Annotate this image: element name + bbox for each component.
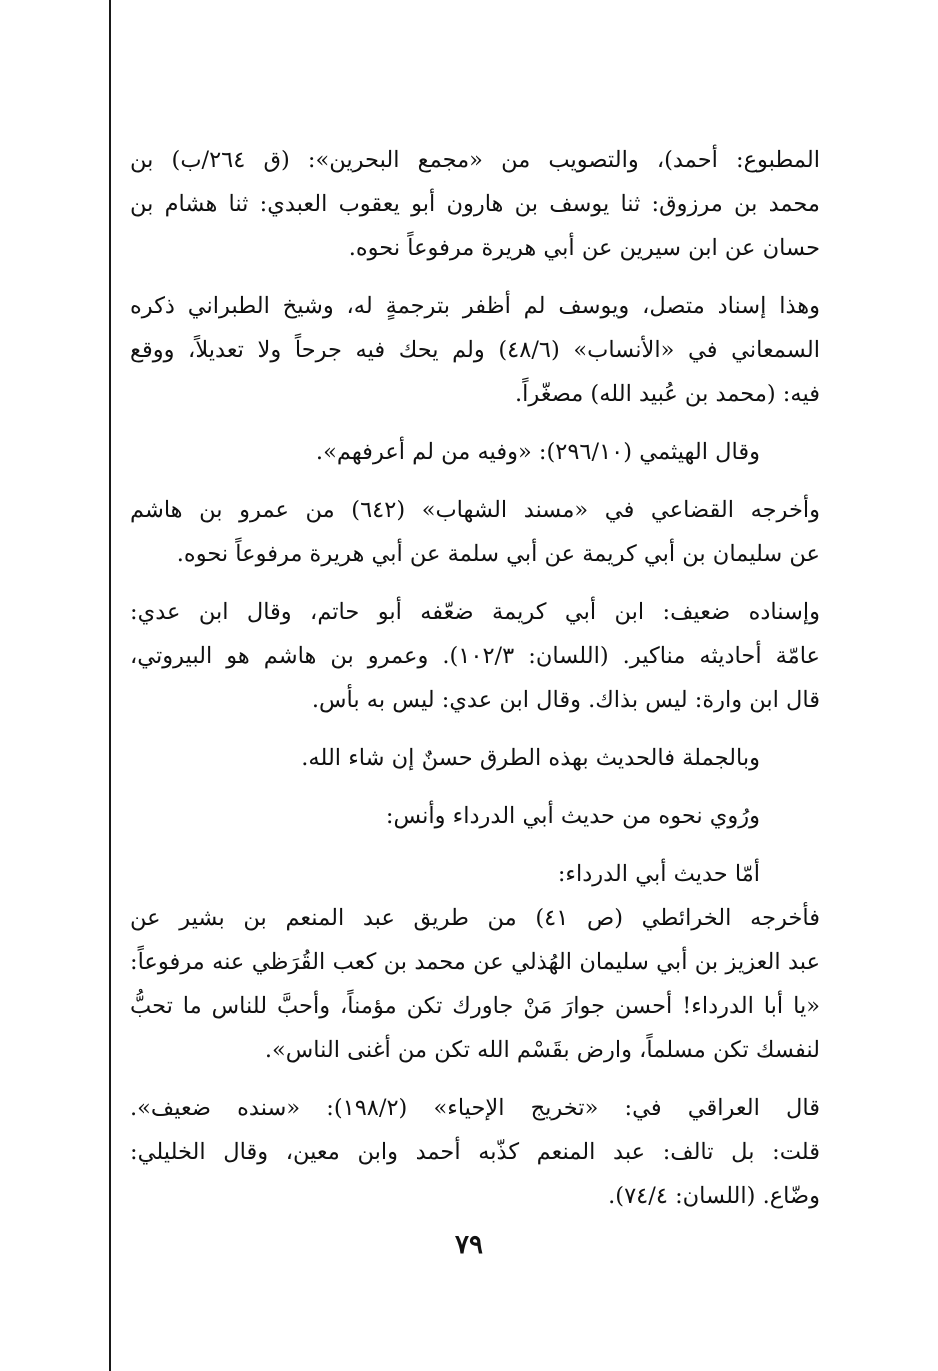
text-line: عن سليمان بن أبي كريمة عن أبي سلمة عن أبي هريرة مرفوعاً نحوه.: [176, 541, 820, 567]
paragraph-7: [130, 794, 820, 838]
text-line: فأخرجه الخرائطي (ص ٤١) من طريق عبد المنعم بن بشير عن: [130, 905, 820, 931]
body-text: [130, 138, 820, 1218]
text-line: السمعاني في «الأنساب» (٤٨/٦) ولم يحك فيه جرحاً ولا تعديلاً، ووقع: [130, 337, 820, 363]
page-spine-line: [109, 0, 111, 1371]
text-line: قال العراقي في: «تخريج الإحياء» (١٩٨/٢): «سنده ضعيف».: [130, 1095, 820, 1121]
text-line: المطبوع: أحمد)، والتصويب من «مجمع البحرين»: (ق ٢٦٤/ب) بن: [130, 147, 820, 173]
text-line: وبالجملة فالحديث بهذه الطرق حسنٌ إن شاء الله.: [301, 745, 760, 771]
text-line: «يا أبا الدرداء! أحسن جوارَ مَنْ جاورك تكن مؤمناً، وأحبَّ للناس ما تحبُّ: [130, 993, 820, 1019]
text-line: حسان عن ابن سيرين عن أبي هريرة مرفوعاً نحوه.: [348, 235, 820, 261]
text-line: وإسناده ضعيف: ابن أبي كريمة ضعّفه أبو حاتم، وقال ابن عدي:: [130, 599, 820, 625]
paragraph-6: [130, 736, 820, 780]
paragraph-1: [130, 138, 820, 270]
paragraph-3: [130, 430, 820, 474]
text-line: ورُوي نحوه من حديث أبي الدرداء وأنس:: [385, 803, 760, 829]
section-heading: أمّا حديث أبي الدرداء:: [557, 861, 760, 887]
paragraph-4: [130, 488, 820, 576]
text-line: وضّاع. (اللسان: ٧٤/٤).: [608, 1183, 820, 1209]
paragraph-2: [130, 284, 820, 416]
text-line: عبد العزيز بن أبي سليمان الهُذلي عن محمد بن كعب القُرَظي عنه مرفوعاً:: [130, 949, 820, 975]
paragraph-9: [130, 896, 820, 1072]
text-line: فيه: (محمد بن عُبيد الله) مصغّراً.: [515, 381, 820, 407]
paragraph-5: [130, 590, 820, 722]
paragraph-8: [130, 852, 820, 896]
text-line: وهذا إسناد متصل، ويوسف لم أظفر بترجمةٍ له، وشيخ الطبراني ذكره: [130, 293, 820, 319]
text-line: لنفسك تكن مسلماً، وارض بقَسْم الله تكن من أغنى الناس».: [264, 1037, 820, 1063]
text-line: وأخرجه القضاعي في «مسند الشهاب» (٦٤٢) من عمرو بن هاشم: [130, 497, 820, 523]
text-line: قلت: بل تالف: عبد المنعم كذّبه أحمد وابن معين، وقال الخليلي:: [130, 1139, 820, 1165]
paragraph-10: [130, 1086, 820, 1218]
text-line: عامّة أحاديثه مناكير. (اللسان: ١٠٢/٣). وعمرو بن هاشم هو البيروتي،: [130, 643, 820, 669]
text-line: محمد بن مرزوق: ثنا يوسف بن هارون أبو يعقوب العبدي: ثنا هشام بن: [130, 191, 820, 217]
text-line: وقال الهيثمي (٢٩٦/١٠): «وفيه من لم أعرفهم».: [315, 439, 760, 465]
page-number: ٧٩: [455, 1230, 483, 1260]
text-line: قال ابن وارة: ليس بذاك. وقال ابن عدي: ليس به بأس.: [311, 687, 820, 713]
